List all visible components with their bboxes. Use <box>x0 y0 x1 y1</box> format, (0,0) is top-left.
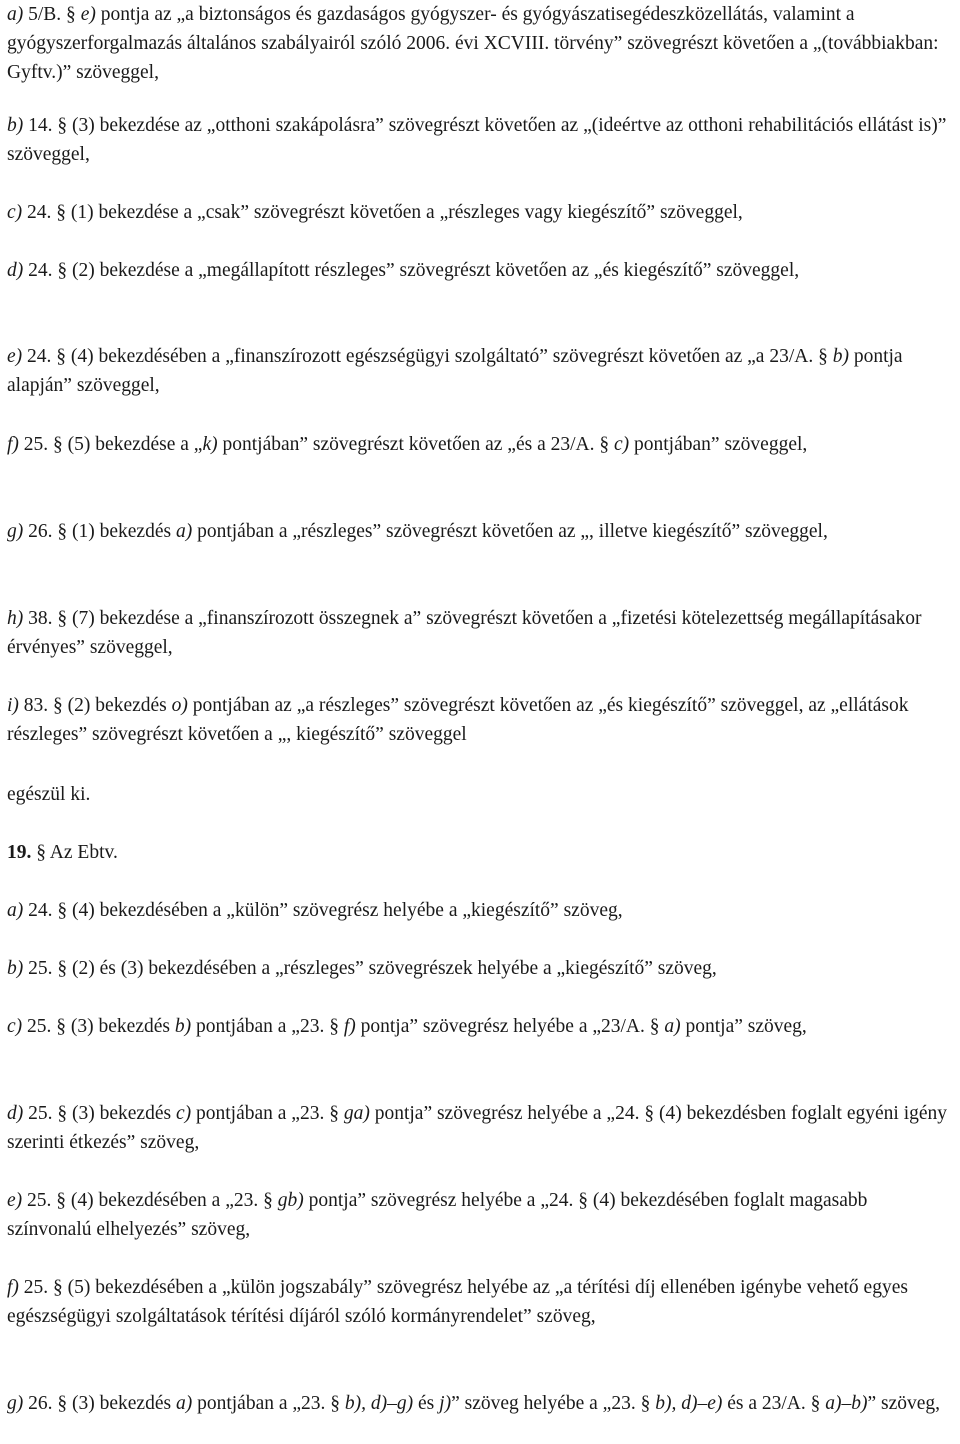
text-run: 26. § (1) bekezdés <box>28 521 176 542</box>
amendment-item-c-24 <box>7 198 955 227</box>
text-run: 38. § (7) bekezdése a „finanszírozott összegnek a” szövegrészt követően a „fizetési kötelezettség megállapításakor érvényes” szöveggel, <box>7 608 922 658</box>
replacement-item-f-25 <box>7 1273 955 1331</box>
text-run: 25. § (2) és (3) bekezdésében a „részleges” szövegrészek helyébe a „kiegészítő” szöveg, <box>28 958 717 979</box>
text-run: és a 23/A. § <box>722 1393 826 1414</box>
italic-reference: f) <box>343 1016 356 1037</box>
text-run: pontjában a „23. § <box>192 1393 345 1414</box>
text-run: pontjában a „23. § <box>191 1103 344 1124</box>
text-run: 25. § (5) bekezdésében a „külön jogszabály” szövegrész helyébe az „a térítési díj ellenében igénybe vehető egyes egészségügyi szolgáltatások térítési díjáról szóló kormányrendelet” szöveg, <box>7 1277 908 1327</box>
italic-reference: ga) <box>343 1103 370 1124</box>
amendment-item-a-5b <box>7 0 955 87</box>
closing-phrase <box>7 780 955 809</box>
italic-reference: b), d)–e) <box>655 1393 723 1414</box>
section-heading-19 <box>7 838 955 867</box>
bold-number: 19. <box>7 842 32 863</box>
text-run: 14. § (3) bekezdése az „otthoni szakápolásra” szövegrészt követően az „(ideértve az otthoni rehabilitációs ellátást is)” szöveggel, <box>7 115 947 165</box>
italic-reference: b) <box>7 958 29 979</box>
amendment-item-i-83 <box>7 691 955 749</box>
text-run: 25. § (5) bekezdése a „ <box>23 434 203 455</box>
text-run: egészül ki. <box>7 784 91 805</box>
text-run: pontja” szövegrész helyébe a „23/A. § <box>355 1016 665 1037</box>
italic-reference: h) <box>7 608 29 629</box>
text-run: pontjában a „részleges” szövegrészt követően az „, illetve kiegészítő” szöveggel, <box>192 521 828 542</box>
text-run: 25. § (3) bekezdés <box>28 1103 176 1124</box>
amendment-item-e-24 <box>7 342 955 400</box>
text-run: 83. § (2) bekezdés <box>23 695 172 716</box>
amendment-item-g-26 <box>7 517 955 546</box>
italic-reference: g) <box>7 521 29 542</box>
italic-reference: a) <box>175 1393 193 1414</box>
italic-reference: b), d)–g) <box>344 1393 414 1414</box>
italic-reference: a) <box>7 900 29 921</box>
text-run: § Az Ebtv. <box>31 842 118 863</box>
text-run: 25. § (4) bekezdésében a „23. § <box>27 1190 278 1211</box>
italic-reference: f) <box>7 434 24 455</box>
amendment-item-d-24 <box>7 256 955 285</box>
text-run: pontja” szövegrész helyébe a „24. § (4) bekezdésben foglalt egyéni igény szerinti étkezés” szöveg, <box>7 1103 948 1153</box>
text-run: pontjában” szöveggel, <box>629 434 808 455</box>
italic-reference: j) <box>439 1393 452 1414</box>
italic-reference: i) <box>7 695 24 716</box>
text-run: 5/B. § <box>28 4 81 25</box>
text-run: pontjában a „23. § <box>191 1016 344 1037</box>
text-run: 26. § (3) bekezdés <box>28 1393 176 1414</box>
italic-reference: c) <box>613 434 630 455</box>
italic-reference: c) <box>7 202 28 223</box>
text-run: ” szöveg, <box>867 1393 941 1414</box>
text-run: 25. § (3) bekezdés <box>27 1016 175 1037</box>
amendment-item-f-25 <box>7 430 955 459</box>
text-run: 24. § (2) bekezdése a „megállapított részleges” szövegrészt követően az „és kiegészítő” szöveggel, <box>28 260 800 281</box>
italic-reference: o) <box>171 695 188 716</box>
text-run: pontjában” szövegrészt követően az „és a 23/A. § <box>217 434 614 455</box>
text-run: pontja” szöveg, <box>680 1016 807 1037</box>
italic-reference: e) <box>7 1190 28 1211</box>
replacement-item-a-24 <box>7 896 955 925</box>
italic-reference: d) <box>7 1103 29 1124</box>
replacement-item-d-25 <box>7 1099 955 1157</box>
italic-reference: b) <box>174 1016 192 1037</box>
amendment-item-b-14 <box>7 111 955 169</box>
replacement-item-c-25 <box>7 1012 955 1041</box>
text-run: 24. § (4) bekezdésében a „külön” szövegrész helyébe a „kiegészítő” szöveg, <box>28 900 623 921</box>
text-run: 24. § (1) bekezdése a „csak” szövegrészt követően a „részleges vagy kiegészítő” szöveggel, <box>27 202 743 223</box>
text-run: pontja az „a biztonságos és gazdaságos gyógyszer- és gyógyászatisegédeszközellátás, valamint a gyógyszerforgalmazás általános szabályairól szóló 2006. évi XCVIII. törvény” szövegrészt követően a „(továbbiakban: Gyftv.)” szöveggel, <box>7 4 939 83</box>
replacement-item-g-26 <box>7 1389 955 1418</box>
italic-reference: a) <box>7 4 29 25</box>
italic-reference: gb) <box>277 1190 304 1211</box>
amendment-item-h-38 <box>7 604 955 662</box>
italic-reference: g) <box>7 1393 29 1414</box>
text-run: 24. § (4) bekezdésében a „finanszírozott egészségügyi szolgáltató” szövegrészt követően az „a 23/A. § <box>27 346 833 367</box>
italic-reference: b) <box>7 115 29 136</box>
italic-reference: e) <box>80 4 96 25</box>
replacement-item-e-25 <box>7 1186 955 1244</box>
text-run: pontja” szövegrész helyébe a „24. § (4) bekezdésében foglalt magasabb színvonalú elhelyezés” szöveg, <box>7 1190 868 1240</box>
italic-reference: d) <box>7 260 29 281</box>
italic-reference: a) <box>664 1016 681 1037</box>
italic-reference: a)–b) <box>825 1393 868 1414</box>
italic-reference: e) <box>7 346 28 367</box>
text-run: és <box>413 1393 440 1414</box>
italic-reference: c) <box>7 1016 28 1037</box>
italic-reference: a) <box>175 521 193 542</box>
italic-reference: c) <box>175 1103 192 1124</box>
text-run: ” szöveg helyébe a „23. § <box>451 1393 656 1414</box>
replacement-item-b-25 <box>7 954 955 983</box>
text-run: pontjában az „a részleges” szövegrészt követően az „és kiegészítő” szöveggel, az „ellátások részleges” szövegrészt követően a „, kiegészítő” szöveggel <box>7 695 909 745</box>
italic-reference: f) <box>7 1277 24 1298</box>
italic-reference: b) <box>832 346 849 367</box>
italic-reference: k) <box>202 434 218 455</box>
text-run: pontja alapján” szöveggel, <box>7 346 903 396</box>
